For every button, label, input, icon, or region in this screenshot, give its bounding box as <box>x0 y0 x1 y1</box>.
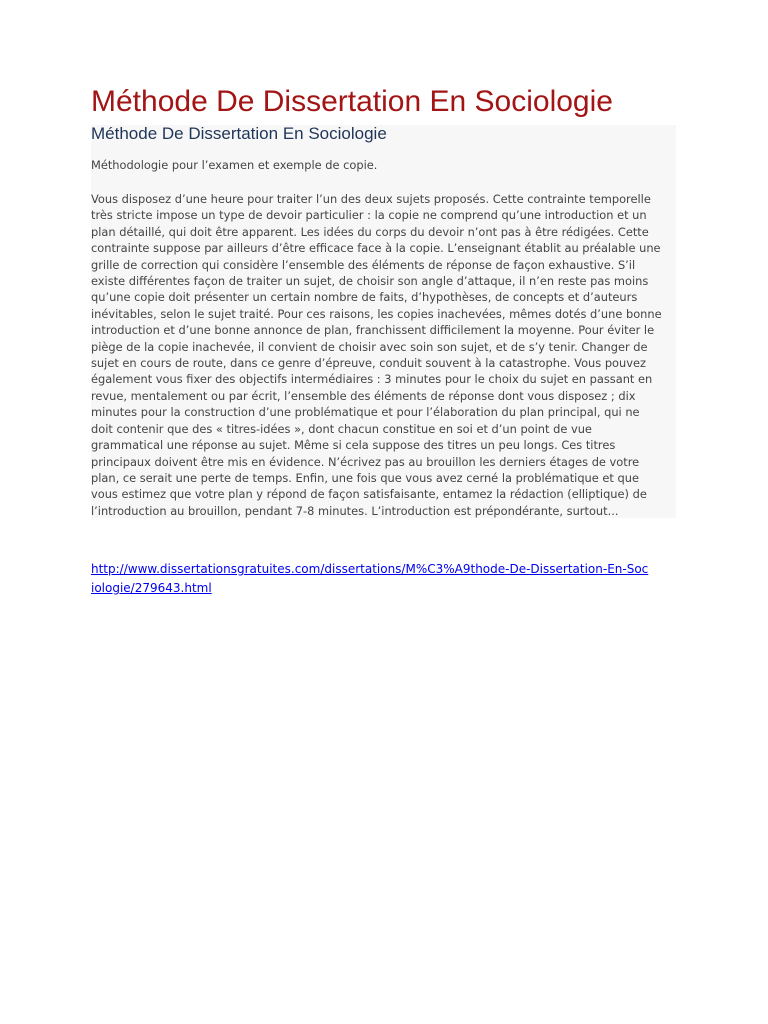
body-line: plan, ce serait une perte de temps. Enfin, une fois que vous avez cerné la problématique et que <box>91 470 639 485</box>
body-line: principaux doivent être mis en évidence. N’écrivez pas au brouillon les derniers étages de votre <box>91 454 640 469</box>
body-line: qu’une copie doit présenter un certain nombre de faits, d’hypothèses, de concepts et d’auteurs <box>91 290 638 305</box>
body-line: grammatical une réponse au sujet. Même si cela suppose des titres un peu longs. Ces titres <box>91 438 616 453</box>
body-line: introduction et d’une bonne annonce de plan, franchissent difficilement la moyenne. Pour éviter le <box>91 323 655 338</box>
body-line: plan détaillé, qui doit être apparent. Les idées du corps du devoir n’ont pas à être rédigées. Cette <box>91 224 649 239</box>
source-link[interactable]: http://www.dissertationsgratuites.com/dissertations/M%C3%A9thode-De-Dissertation-En-Sociologie/279643.html <box>91 562 649 595</box>
body-line: piège de la copie inachevée, il convient de choisir avec soin son sujet, et de s’y tenir. Changer de <box>91 339 648 354</box>
body-line: minutes pour la construction d’une problématique et pour l’élaboration du plan principal, qui ne <box>91 405 640 420</box>
excerpt-body <box>91 191 677 519</box>
body-line: également vous fixer des objectifs intermédiaires : 3 minutes pour le choix du sujet en passant en <box>91 372 653 387</box>
body-line: existe différentes façon de traiter un sujet, de choisir son angle d’attaque, il n’en reste pas moins <box>91 274 649 289</box>
body-line: inévitables, selon le sujet traité. Pour ces raisons, les copies inachevées, mêmes dotés d’une bonne <box>91 306 662 321</box>
body-line: sujet en cours de route, dans ce genre d’épreuve, conduit souvent à la catastrophe. Vous pouvez <box>91 356 646 371</box>
body-line: très stricte impose un type de devoir particulier : la copie ne comprend qu’une introduction et un <box>91 208 647 223</box>
excerpt-title: Méthode De Dissertation En Sociologie <box>91 124 387 143</box>
body-line: grille de correction qui considère l’ensemble des éléments de réponse de façon exhaustive. S’il <box>91 257 636 272</box>
body-line: revue, mentalement ou par écrit, l’ensemble des éléments de réponse dont vous disposez ; dix <box>91 388 636 403</box>
body-line: Vous disposez d’une heure pour traiter l’un des deux sujets proposés. Cette contrainte temporelle <box>91 192 651 206</box>
body-line: l’introduction au brouillon, pendant 7-8 minutes. L’introduction est prépondérante, surtout... <box>91 503 619 518</box>
body-line: vous estimez que votre plan y répond de façon satisfaisante, entamez la rédaction (elliptique) de <box>91 487 647 502</box>
page-title: Méthode De Dissertation En Sociologie <box>91 85 613 118</box>
excerpt-intro: Méthodologie pour l’examen et exemple de copie. <box>91 158 378 172</box>
body-line: contrainte suppose par ailleurs d’être efficace face à la copie. L’enseignant établit au préalable une <box>91 241 661 256</box>
body-line: doit contenir que des « titres-idées », dont chacun constitue en soi et d’un point de vue <box>91 421 592 436</box>
